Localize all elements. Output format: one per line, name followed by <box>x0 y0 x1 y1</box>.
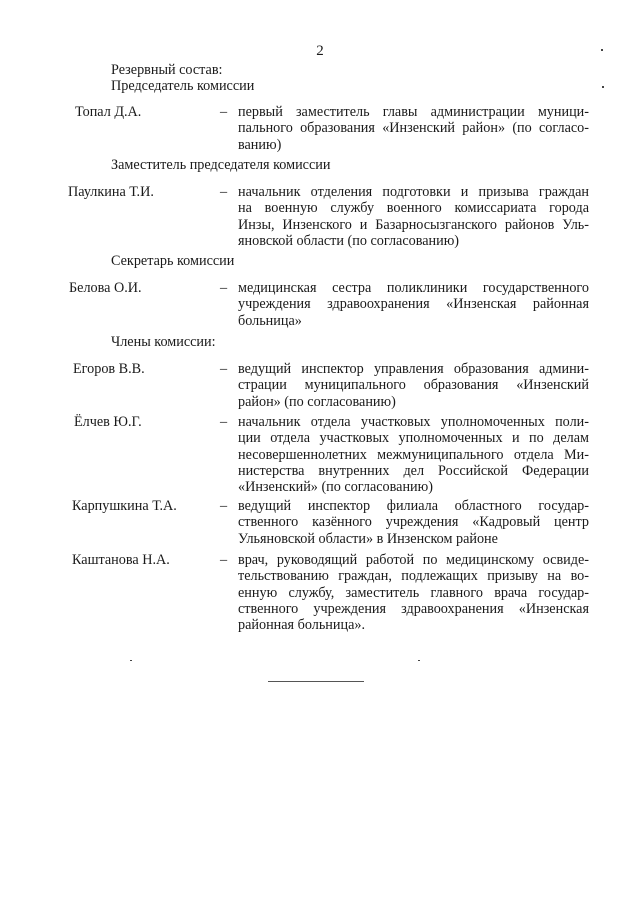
deputy-description <box>238 184 589 249</box>
member-dash: – <box>220 498 228 514</box>
members-title: Члены комиссии: <box>111 334 216 350</box>
member-name: Ёлчев Ю.Г. <box>74 414 142 430</box>
scan-speck <box>602 86 604 88</box>
scan-speck <box>130 660 132 661</box>
desc-line: врач, руководящий работой по медицинскому освиде- <box>238 552 589 568</box>
desc-line: больница» <box>238 312 302 329</box>
desc-line: учреждения здравоохранения «Инзенская районная <box>238 296 589 313</box>
member-description <box>238 414 589 495</box>
chair-dash: – <box>220 104 228 120</box>
member-description <box>238 498 589 547</box>
desc-line: страции муниципального образования «Инзенский <box>238 377 589 394</box>
desc-line: ведущий инспектор управления образования админи- <box>238 361 589 377</box>
member-description <box>238 552 589 633</box>
desc-line: ственного учреждения здравоохранения «Инзенская <box>238 600 589 617</box>
member-dash: – <box>220 552 228 568</box>
desc-line: енную службу, заместитель главного врача государ- <box>238 584 589 601</box>
member-description <box>238 361 589 410</box>
desc-line: районная больница». <box>238 617 366 634</box>
desc-line: ственного казённого учреждения «Кадровый центр <box>238 514 589 531</box>
desc-line: начальник отделения подготовки и призыва граждан <box>238 184 589 200</box>
secretary-description <box>238 280 589 329</box>
desc-line: яновской области (по согласованию) <box>238 232 460 249</box>
desc-line: медицинская сестра поликлиники государственного <box>238 280 589 296</box>
desc-line: Ульяновской области» в Инзенском районе <box>238 530 498 547</box>
desc-line: пального образования «Инзенский район» (по согласо- <box>238 120 589 137</box>
member-name: Егоров В.В. <box>73 361 145 377</box>
deputy-name: Паулкина Т.И. <box>68 184 154 200</box>
desc-line: Инзы, Инзенского и Базарносызганского районов Уль- <box>238 216 589 233</box>
chair-description <box>238 104 589 153</box>
desc-line: начальник отдела участковых уполномоченных поли- <box>238 414 589 430</box>
page-number: 2 <box>316 43 324 59</box>
secretary-title: Секретарь комиссии <box>111 253 235 269</box>
deputy-title: Заместитель председателя комиссии <box>111 157 331 173</box>
desc-line: нистерства внутренних дел Российской Федерации <box>238 462 589 479</box>
deputy-dash: – <box>220 184 228 200</box>
member-name: Карпушкина Т.А. <box>72 498 177 514</box>
desc-line: район» (по согласованию) <box>238 393 396 410</box>
chair-title: Председатель комиссии <box>111 78 255 94</box>
secretary-name: Белова О.И. <box>69 280 142 296</box>
desc-line: ции отдела участковых уполномоченных и по делам <box>238 430 589 447</box>
desc-line: ванию) <box>238 136 282 153</box>
desc-line: «Инзенский» (по согласованию) <box>238 479 433 496</box>
chair-name: Топал Д.А. <box>75 104 142 120</box>
closing-rule <box>268 681 364 682</box>
desc-line: ведущий инспектор филиала областного государ- <box>238 498 589 514</box>
scan-speck <box>418 660 420 661</box>
desc-line: несовершеннолетних межмуниципального отдела Ми- <box>238 446 589 463</box>
member-name: Каштанова Н.А. <box>72 552 170 568</box>
desc-line: тельствованию граждан, подлежащих призыву на во- <box>238 568 589 585</box>
member-dash: – <box>220 361 228 377</box>
reserve-heading: Резервный состав: <box>111 62 223 78</box>
member-dash: – <box>220 414 228 430</box>
scan-speck <box>601 49 603 51</box>
desc-line: на военную службу военного комиссариата города <box>238 200 589 217</box>
desc-line: первый заместитель главы администрации муници- <box>238 104 589 120</box>
secretary-dash: – <box>220 280 228 296</box>
